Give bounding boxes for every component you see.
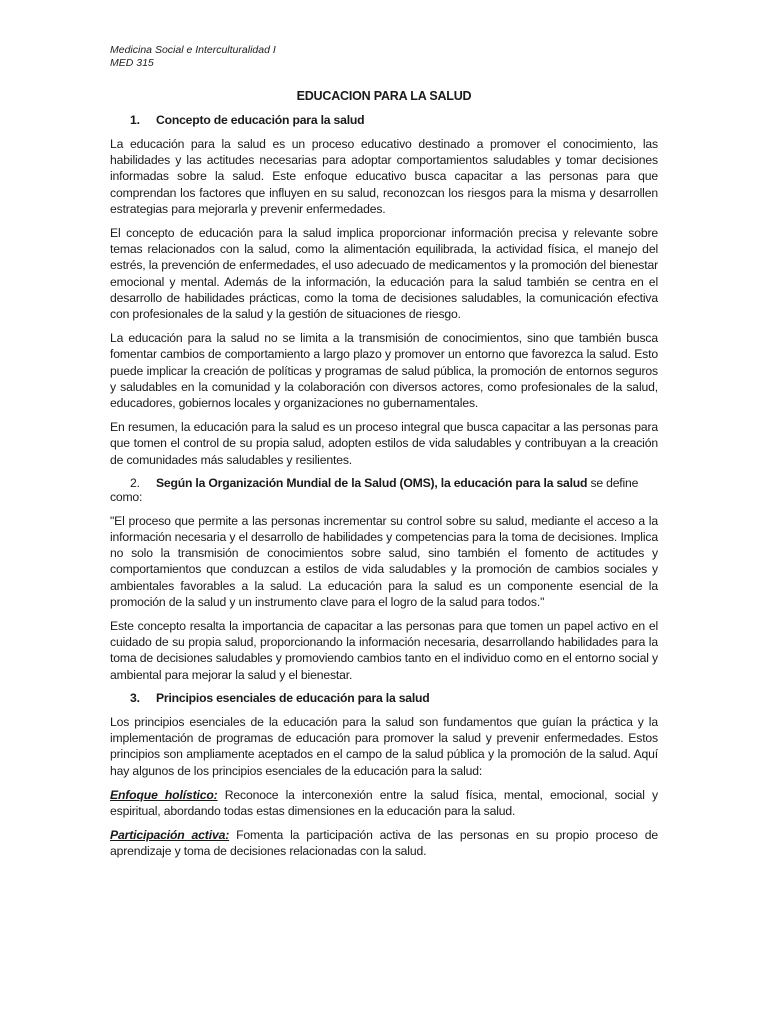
principle-item xyxy=(110,787,658,819)
course-code: MED 315 xyxy=(110,57,154,69)
principle-text: Fomenta la participación activa de las personas en su propio proceso de aprendizaje y toma de decisiones relacionadas con la salud. xyxy=(110,828,659,859)
section-1-paragraph: La educación para la salud no se limita a la transmisión de conocimientos, sino que también busca fomentar cambios de comportamiento a largo plazo y promover un entorno que favorezca la salud. Esto puede implicar la creación de políticas y programas de salud pública, la promoción de entornos seguros y saludables en la comunidad y la colaboración con diversos actores, como profesionales de la salud, educadores, gobiernos locales y organizaciones no gubernamentales. xyxy=(110,331,658,411)
section-3-intro: Los principios esenciales de la educación para la salud son fundamentos que guían la práctica y la implementación de programas de educación para promover la salud y prevenir enfermedades. Estos principios son ampliamente aceptados en el campo de la salud pública y la promoción de la salud. Aquí hay algunos de los principios esenciales de la educación para la salud: xyxy=(110,714,658,778)
principle-item xyxy=(110,827,658,859)
section-1-paragraph: En resumen, la educación para la salud es un proceso integral que busca capacitar a las personas para que tomen el control de su propia salud, adopten estilos de vida saludables y contribuyan a la creación de comunidades más saludables y resilientes. xyxy=(110,420,658,467)
section-2-paragraph: Este concepto resalta la importancia de capacitar a las personas para que tomen un papel activo en el cuidado de su propia salud, proporcionando la información necesaria, desarrollando habilidades para la toma de decisiones saludables y promoviendo cambios tanto en el individuo como en el entorno social y ambiental para mejorar la salud y el bienestar. xyxy=(110,619,658,682)
section-1-paragraph: El concepto de educación para la salud implica proporcionar información precisa y relevante sobre temas relacionados con la salud, como la alimentación equilibrada, la actividad física, el manejo del estrés, la prevención de enfermedades, el uso adecuado de medicamentos y la promoción del bienestar emocional y mental. Además de la información, la educación para la salud también se centra en el desarrollo de habilidades prácticas, como la toma de decisiones saludables, la comunicación efectiva con profesionales de la salud y la gestión de situaciones de riesgo. xyxy=(110,226,658,322)
section-2-number: 2. xyxy=(130,475,140,490)
document-header xyxy=(110,44,658,70)
section-3-heading xyxy=(110,691,658,705)
section-2-title-rest: se define como: xyxy=(110,475,639,504)
section-1-title: Concepto de educación para la salud xyxy=(156,113,365,127)
section-1-number: 1. xyxy=(130,113,140,127)
course-name: Medicina Social e Interculturalidad I xyxy=(110,44,276,56)
principle-term: Participación activa: xyxy=(110,828,230,843)
oms-quote-paragraph: "El proceso que permite a las personas incrementar su control sobre su salud, mediante el acceso a la información necesaria y el desarrollo de habilidades y competencias para la toma de decisiones. Implica no solo la transmisión de conocimientos sobre salud, sino también el fomento de actitudes y comportamientos que conduzcan a estilos de vida saludables y la promoción de cambios sociales y ambientales favorables a la salud. La educación para la salud es un componente esencial de la promoción de la salud y un instrumento clave para el logro de la salud para todos." xyxy=(110,513,658,609)
principle-term: Enfoque holístico: xyxy=(110,787,218,802)
section-3-title: Principios esenciales de educación para la salud xyxy=(156,690,430,705)
section-1-heading xyxy=(110,113,658,127)
section-3-number: 3. xyxy=(130,690,140,705)
document-title: EDUCACION PARA LA SALUD xyxy=(296,89,472,103)
section-1-paragraph: La educación para la salud es un proceso educativo destinado a promover el conocimiento, las habilidades y las actitudes necesarias para adoptar comportamientos saludables y tomar decisiones informadas sobre la salud. Este enfoque educativo busca capacitar a las personas para que comprendan los factores que influyen en su salud, reconozcan los riesgos para la misma y desarrollen estrategias para mejorarla y prevenir enfermedades. xyxy=(110,137,658,216)
section-2-title: Según la Organización Mundial de la Salud (OMS), la educación para la salud xyxy=(156,475,588,490)
principle-text: Reconoce la interconexión entre la salud física, mental, emocional, social y espiritual, abordando todas estas dimensiones en la educación para la salud. xyxy=(110,787,658,818)
section-2-heading xyxy=(110,476,658,504)
